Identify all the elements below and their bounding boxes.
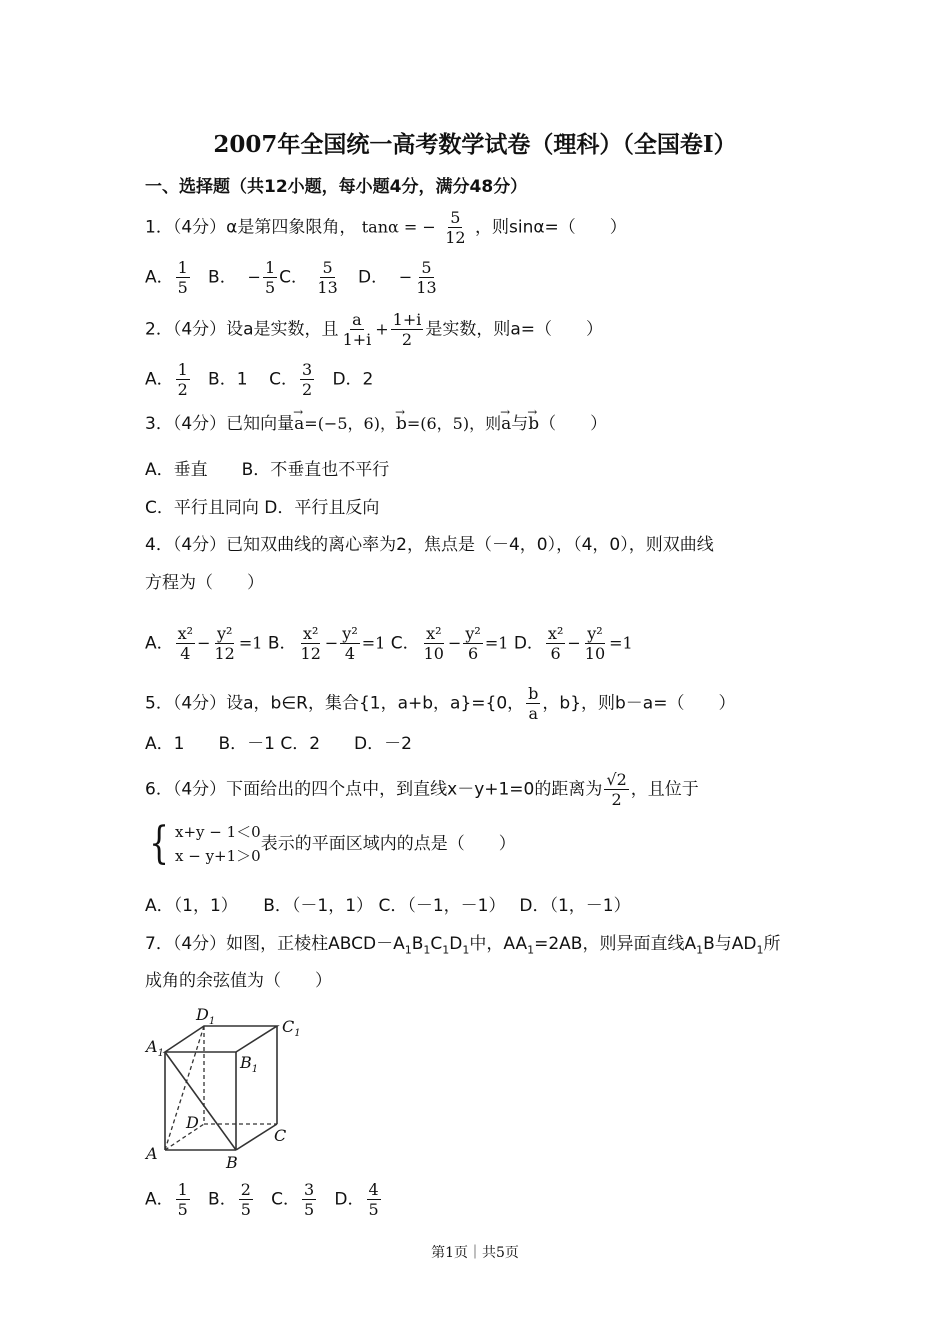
q1-d-den: 13 [416,278,437,297]
q4-c-x-frac [422,624,446,663]
q1-b-num: 1 [264,258,276,277]
q3-stem-text: 3．（4分）已知向量 [145,414,295,434]
q1-c-num: 5 [322,258,333,277]
q7-text-5: 所 [763,934,781,954]
q4-b-y: y² [342,624,358,643]
q2-a-den: 2 [177,380,188,399]
q4-b-x-frac [299,624,323,663]
q3-rel-mid: 与 [511,414,529,434]
q6-inequality-system [145,820,261,868]
q1-option-c-frac [315,258,339,297]
q4-b-eq: =1 [361,633,386,653]
q1-option-b-frac [263,258,277,297]
q7-option-d-frac [367,1180,381,1219]
q3-options-cd: C．平行且同向 D．平行且反向 [145,498,380,518]
q4-b-yd: 4 [344,644,356,663]
q2-stem-text: 2．（4分）设a是实数，且 [145,319,339,340]
q4-d-xd: 6 [550,644,561,663]
q2-option-c-label: C． [269,369,299,390]
q1-b-sign: − [247,267,261,287]
q7-a-num: 1 [177,1180,188,1199]
q4-b-y-frac [340,624,359,663]
q2-f2-den: 2 [401,330,413,349]
q4-c-eq: =1 [484,633,509,653]
q2-plus: + [375,319,389,339]
q1-option-b-label: B． [208,267,237,288]
q3-vector-a-value: =(−5，6)， [304,414,396,433]
q5-fraction [526,684,540,723]
label-c1: $C_1$ [282,1017,301,1039]
q1-b-den: 5 [264,278,276,297]
q4-c-minus: − [447,633,462,653]
question-4-options [145,624,633,663]
q3-vector-b-value: =(6，5)，则 [406,414,502,433]
q4-option-b-label: B． [267,633,297,654]
q1-tan-expr: tanα = − [361,217,436,237]
q7-d-num: 4 [368,1180,379,1199]
q4-c-yd: 6 [468,644,479,663]
q7-a-den: 5 [177,1200,188,1219]
q1-frac-den: 12 [445,228,466,247]
label-a: A [146,1144,158,1163]
q7-option-c-frac [302,1180,316,1219]
q4-option-c-label: C． [390,633,420,654]
label-b1: $B_1$ [240,1053,259,1075]
q2-f1-num: a [352,310,362,329]
question-7-stem-2: 成角的余弦值为（ ） [145,971,332,991]
q1-option-d-label: D． [357,267,389,288]
q2-c-num: 3 [302,360,313,379]
question-4-stem: 4．（4分）已知双曲线的离心率为2，焦点是（－4，0），（4，0），则双曲线 [145,535,714,555]
q3-vector-b: → b [396,412,407,436]
q4-a-minus: − [197,633,211,653]
q1-option-c-label: C． [279,267,308,288]
prism-figure [140,1000,310,1175]
q1-option-d-frac [414,258,438,297]
prism-top-face [165,1026,277,1052]
q6-stem-tail: ，且位于 [630,779,699,800]
q7-option-b-label: B． [208,1189,237,1210]
q2-option-b: B．1 [208,369,248,390]
q7-b-den: 5 [240,1200,251,1219]
label-c: C [274,1126,287,1145]
question-5-stem [145,684,735,723]
q2-f2-num: 1+i [392,310,422,329]
q6-brace: { [149,818,169,869]
q5-f-num: b [528,684,539,703]
question-7-stem: 7．（4分）如图，正棱柱$ABCD-A_1B_1C_1D_1$中，$AA_1=2AB$，则异面直线$A_1B$与$AD_1$所 [145,934,781,957]
q6-ineq-1: x+y − 1＜0 [175,823,261,841]
q6-f-den: 2 [611,790,622,809]
q1-stem-tail: ，则sinα=（ ） [474,217,627,238]
q4-d-x-frac [546,624,565,663]
q5-stem-tail: ，b}，则b－a=（ ） [542,693,736,714]
q1-a-den: 5 [177,278,188,297]
question-5-options: A．1 B．－1 C．2 D．－2 [145,734,412,754]
q6-fraction [604,770,628,809]
question-2-options [145,360,373,399]
q3-options-ab: A．垂直 B．不垂直也不平行 [145,460,390,480]
page-footer: 第1页｜共5页 [431,1245,519,1261]
q2-option-a-label: A． [145,369,174,390]
q2-c-den: 2 [302,380,313,399]
q2-fraction-2 [391,310,424,349]
q7-c-num: 3 [304,1180,315,1199]
question-6-stem [145,770,699,809]
q7-option-a-label: A． [145,1189,174,1210]
section-heading: 一、选择题（共12小题，每小题4分，满分48分） [145,177,528,197]
q5-stem-text: 5．（4分）设a，b∈R，集合{1，a+b，a}={0， [145,693,525,714]
q7-option-b-frac [239,1180,253,1219]
q4-c-y-frac [463,624,482,663]
question-1-stem [145,208,627,247]
q7-option-c-label: C． [271,1189,300,1210]
q6-f-num: √2 [606,770,627,789]
q4-c-y: y² [465,624,481,643]
q2-option-a-frac [176,360,190,399]
q7-option-d-label: D． [334,1189,365,1210]
q2-option-c-frac [300,360,314,399]
q2-a-num: 1 [177,360,188,379]
q4-option-a-label: A． [145,633,174,654]
page-title: 2007年全国统一高考数学试卷（理科）（全国卷Ⅰ） [213,131,737,158]
q4-b-xd: 12 [300,644,321,663]
q2-option-d: D．2 [332,369,374,390]
q2-fraction-1 [341,310,374,349]
q1-stem-text: 1．（4分）α是第四象限角， [145,217,357,238]
q4-d-eq: =1 [609,633,633,653]
q7-b-num: 2 [240,1180,251,1199]
q1-fraction [443,208,467,247]
q3-rel-b: → b [528,412,539,436]
diag-a1b [165,1052,236,1150]
q1-frac-num: 5 [450,208,461,227]
q6-stem-text: 6．（4分）下面给出的四个点中，到直线x－y+1=0的距离为 [145,779,603,800]
q2-stem-tail: 是实数，则a=（ ） [425,319,604,340]
q4-a-y: y² [216,624,233,643]
question-3-stem [145,412,607,436]
q4-d-yd: 10 [584,644,606,663]
label-d: D [186,1113,199,1132]
q3-stem-tail: （ ） [539,414,608,434]
q4-d-x: x² [547,624,564,643]
question-6-system [145,820,516,868]
q4-c-xd: 10 [423,644,444,663]
q4-d-y-frac [583,624,607,663]
q7-d-den: 5 [368,1200,379,1219]
q4-b-minus: − [324,633,339,653]
label-a1: $A_1$ [146,1037,164,1059]
q3-rel-a: → a [501,412,511,436]
q4-c-x: x² [426,624,442,643]
q4-a-eq: =1 [238,633,263,653]
q7-text-1: 7．（4分）如图，正棱柱ABCD－A [145,934,405,954]
q7-text-2: 中，AA [469,934,528,954]
q1-d-sign: − [398,267,413,287]
q4-a-x: x² [177,624,194,643]
question-6-options: A．（1，1） B．（－1，1） C．（－1，－1） D．（1，－1） [145,896,631,916]
q4-a-yd: 12 [214,644,235,663]
q4-b-x: x² [302,624,319,643]
q1-option-a-frac [176,258,190,297]
q7-text-3: =2AB，则异面直线A [534,934,697,954]
q5-f-den: a [528,704,539,723]
q4-a-xd: 4 [180,644,191,663]
q1-a-num: 1 [177,258,188,277]
q4-d-minus: − [567,633,581,653]
q7-option-a-frac [176,1180,190,1219]
question-1-options [145,258,441,297]
question-7-options [145,1180,383,1219]
q4-a-x-frac [176,624,195,663]
q3-vector-a: → a [294,412,304,436]
q4-a-y-frac [212,624,236,663]
q1-option-a-label: A． [145,267,174,288]
q4-d-y: y² [587,624,603,643]
q7-c-den: 5 [304,1200,315,1219]
q6-ineq-2: x − y+1＞0 [175,847,261,865]
label-d1: $D_1$ [196,1005,216,1027]
question-4-stem-2: 方程为（ ） [145,573,264,593]
q7-text-4: B与AD [703,934,757,954]
q1-d-num: 5 [421,258,432,277]
q4-option-d-label: D． [513,633,544,654]
edge-bc [236,1124,277,1150]
q2-f1-den: 1+i [342,330,372,349]
q1-c-den: 13 [317,278,338,297]
q6-stem-tail-2: 表示的平面区域内的点是（ ） [260,834,516,854]
label-b: B [226,1153,238,1172]
question-2-stem [145,310,603,349]
